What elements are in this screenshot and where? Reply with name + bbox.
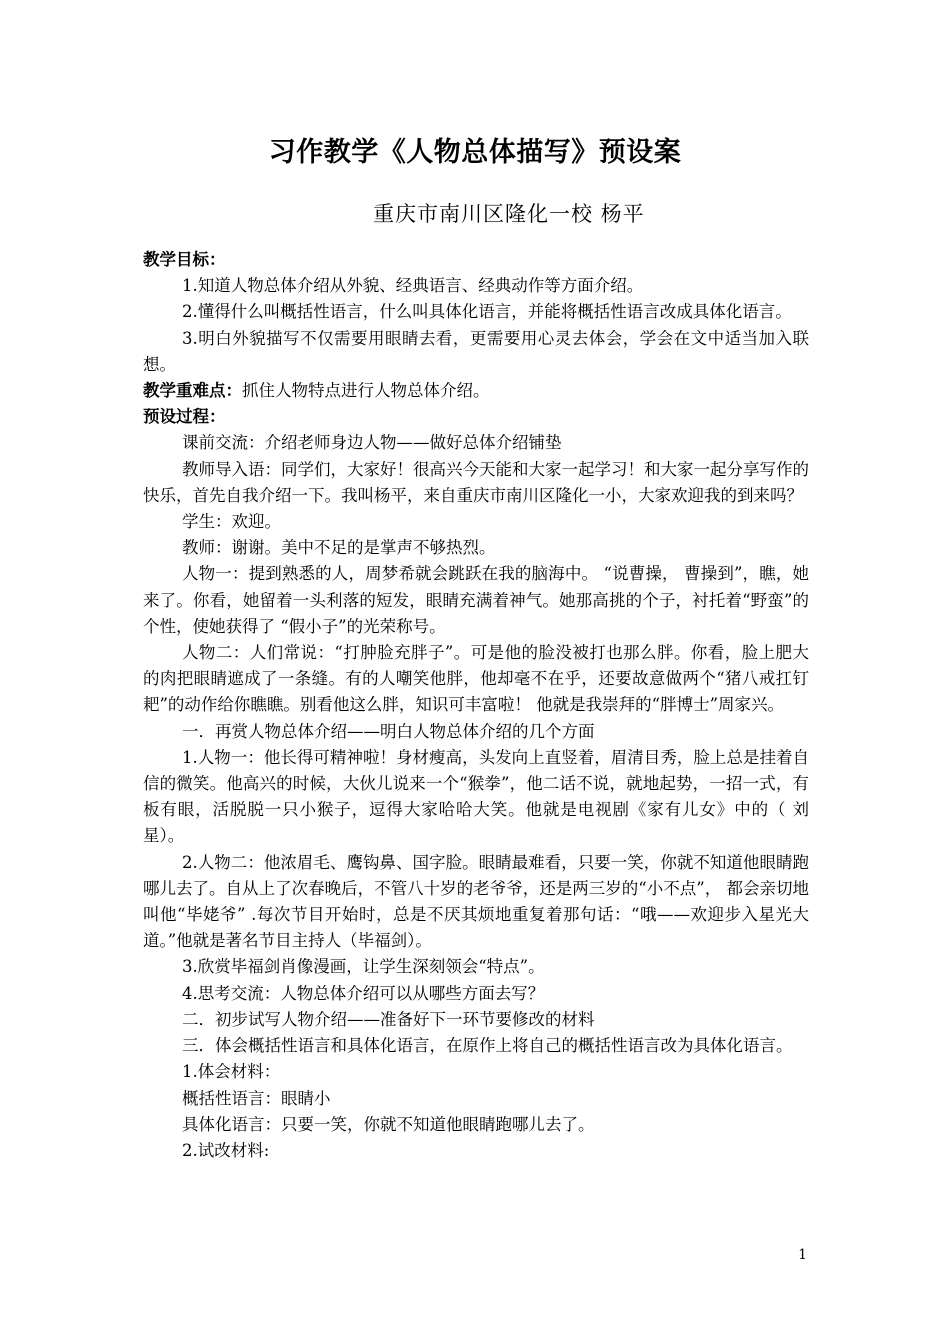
section-one-heading: 一．再赏人物总体介绍——明白人物总体介绍的几个方面	[182, 721, 595, 741]
section-two-heading: 二．初步试写人物介绍——准备好下一环节要修改的材料	[182, 1009, 595, 1029]
section-three-item: 2.试改材料:	[182, 1140, 270, 1160]
section-three-heading: 三．体会概括性语言和具体化语言，在原作上将自己的概括性语言改为具体化语言。	[182, 1036, 793, 1056]
section-one-item: 1.人物一：他长得可精神啦！身材瘦高，头发向上直竖着，眉清目秀，脸上总是挂着自信的微笑。他高兴的时候，大伙儿说来一个“猴拳”，他二话不说，就地起势，一招一式，有板有眼，活脱脱一只小猴子，逗得大家哈哈大笑。他就是电视剧《家有儿女》中的（ 刘星）。	[143, 747, 809, 846]
document-title: 习作教学《人物总体描写》预设案	[268, 137, 682, 168]
page-number: 1	[798, 1247, 807, 1263]
key-points-text: 抓住人物特点进行人物总体介绍。	[242, 381, 490, 401]
section-one-item: 3.欣赏毕福剑肖像漫画，让学生深刻领会“特点”。	[182, 957, 545, 977]
goal-item: 2.懂得什么叫概括性语言，什么叫具体化语言，并能将概括性语言改成具体化语言。	[182, 302, 792, 322]
goals-heading: 教学目标：	[143, 250, 226, 269]
general-language-example: 概括性语言：眼睛小	[182, 1088, 331, 1108]
section-three-item: 1.体会材料：	[182, 1062, 281, 1082]
section-one-item: 2.人物二：他浓眉毛、鹰钩鼻、国字脸。眼睛最难看，只要一笑，你就不知道他眼睛跑哪儿去了。自从上了次春晚后，不管八十岁的老爷爷，还是两三岁的“小不点”， 都会亲切地叫他“毕姥爷” .每次节目开始时，总是不厌其烦地重复着那句话：“哦——欢迎步入星光大道。”他就是著名节目主持人（毕福剑）。	[143, 852, 809, 951]
teacher-intro-paragraph: 教师导入语：同学们，大家好！很高兴今天能和大家一起学习！和大家一起分享写作的快乐，首先自我介绍一下。我叫杨平，来自重庆市南川区隆化一小，大家欢迎我的到来吗？	[143, 459, 809, 505]
pre-class-paragraph: 课前交流：介绍老师身边人物——做好总体介绍铺垫	[182, 433, 562, 453]
person-two-paragraph: 人物二：人们常说：“打肿脸充胖子”。可是他的脸没被打也那么胖。你看，脸上肥大的肉把眼睛遮成了一条缝。有的人嘲笑他胖，他却毫不在乎，还要故意做两个“猪八戒扛钉耙”的动作给你瞧瞧。别看他这么胖，知识可丰富啦！ 他就是我崇拜的“胖博士”周家兴。	[143, 643, 809, 715]
specific-language-example: 具体化语言：只要一笑，你就不知道他眼睛跑哪儿去了。	[182, 1114, 595, 1134]
key-points-heading: 教学重难点：	[143, 381, 242, 401]
section-one-item: 4.思考交流：人物总体介绍可以从哪些方面去写？	[182, 983, 545, 1003]
goal-item: 3.明白外貌描写不仅需要用眼睛去看，更需要用心灵去体会，学会在文中适当加入联想。	[143, 328, 809, 374]
student-reply: 学生：欢迎。	[182, 512, 281, 532]
person-one-paragraph: 人物一：提到熟悉的人，周梦希就会跳跃在我的脑海中。 “说曹操， 曹操到”，瞧，她来了。你看，她留着一头利落的短发，眼睛充满着神气。她那高挑的个子，衬托着“野蛮”的个性，使她获得了 “假小子”的光荣称号。	[143, 564, 809, 636]
goal-item: 1.知道人物总体介绍从外貌、经典语言、经典动作等方面介绍。	[182, 276, 644, 296]
key-points-paragraph	[143, 378, 809, 404]
process-heading: 预设过程：	[143, 407, 226, 427]
author-line: 重庆市南川区隆化一校 杨平	[373, 202, 645, 226]
document-body	[143, 247, 809, 1164]
teacher-reply: 教师：谢谢。美中不足的是掌声不够热烈。	[182, 538, 496, 558]
